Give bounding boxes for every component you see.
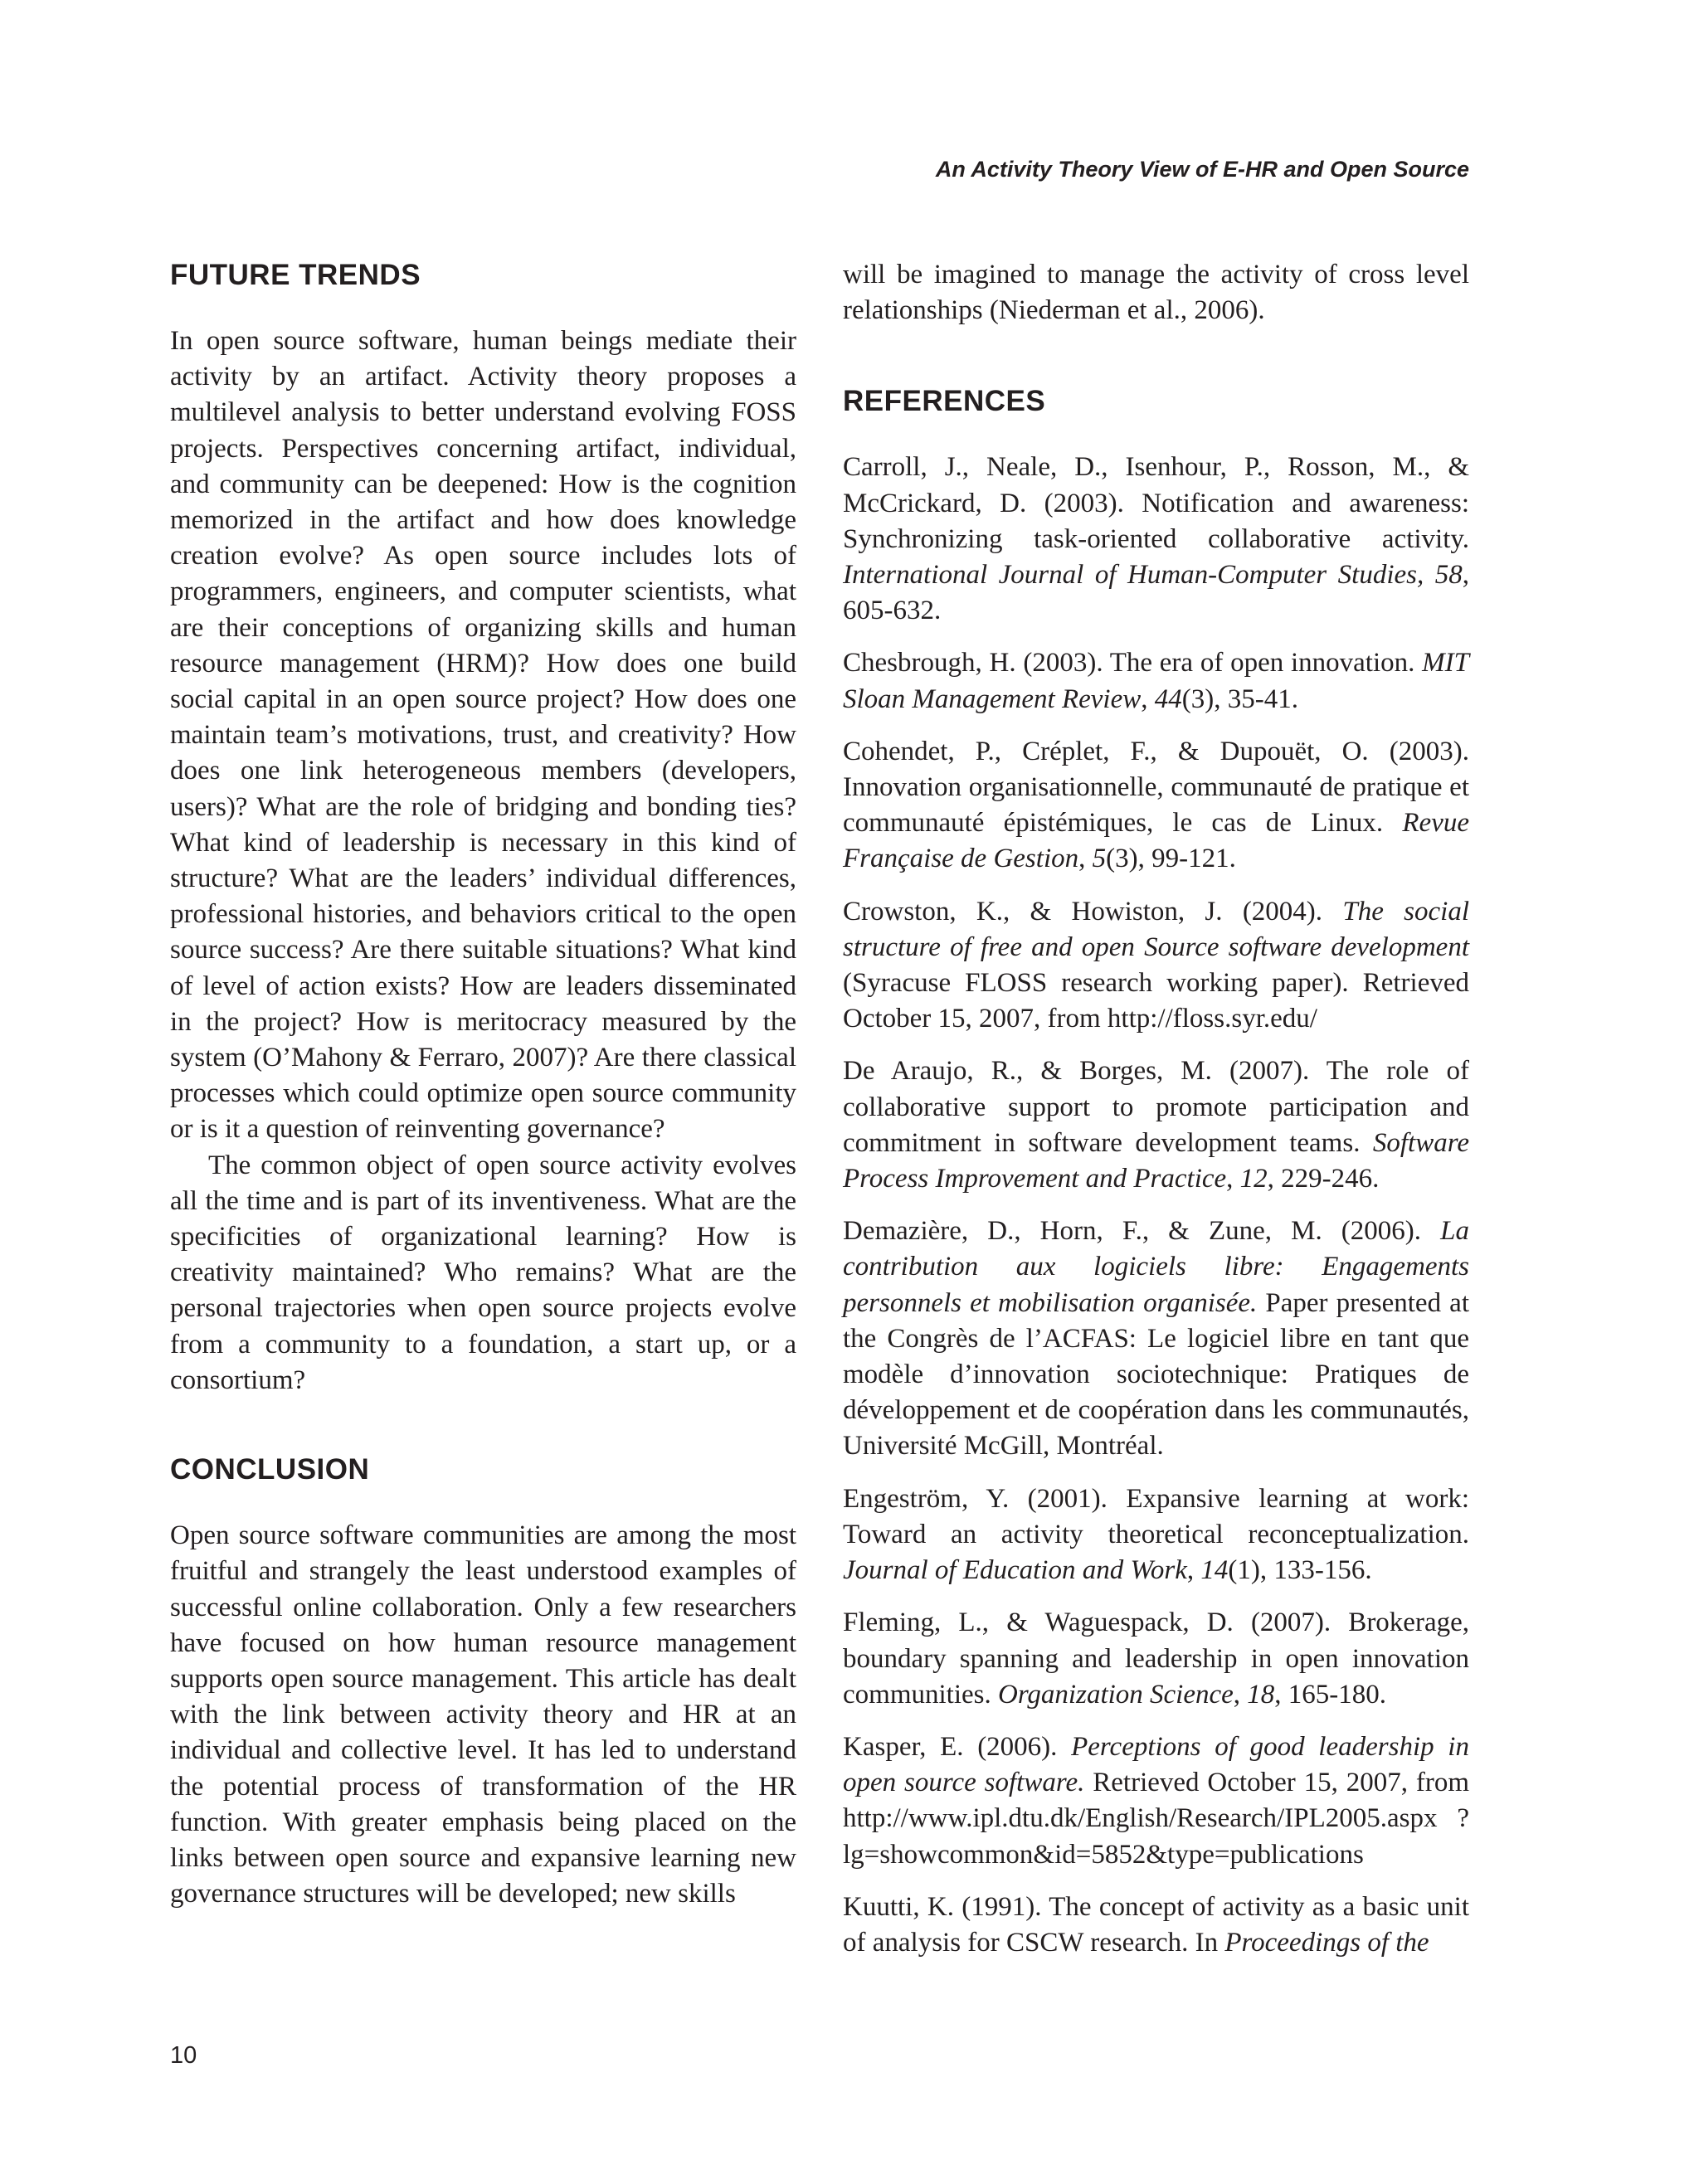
reference-list xyxy=(843,450,1469,1961)
reference-text: De Araujo, R., & Borges, M. (2007). The role of collaborative support to promote participation and commitment in software development teams. xyxy=(843,1056,1469,1158)
reference-journal: MIT Sloan Management Review xyxy=(843,648,1469,714)
reference-fleming-2007 xyxy=(843,1605,1469,1713)
reference-separator: , xyxy=(1141,683,1155,714)
reference-text: Engeström, Y. (2001). Expansive learning at work: Toward an activity theoretical reconceptualization. xyxy=(843,1483,1469,1549)
reference-text: Kasper, E. (2006). xyxy=(843,1731,1072,1762)
reference-volume: 44 xyxy=(1154,683,1182,714)
reference-separator: , xyxy=(1078,844,1093,874)
reference-kuutti-1991 xyxy=(843,1890,1469,1961)
reference-text: Kuutti, K. (1991). The concept of activity as a basic unit of analysis for CSCW research. In xyxy=(843,1891,1469,1958)
reference-cohendet-2003 xyxy=(843,734,1469,878)
reference-pages: (1), 133-156. xyxy=(1228,1555,1372,1586)
future-trends-paragraph-1: In open source software, human beings mediate their activity by an artifact. Activity theory proposes a multilevel analysis to better understand evolving FOSS projects. Perspectives concerning artifact, individual, and community can be deepened: How is the cognition memorized in the artifact and how does knowledge creation evolve? As open source includes lots of programmers, engineers, and computer scientists, what are their conceptions of organizing skills and human resource management (HRM)? How does one build social capital in an open source project? How does one maintain team’s motivations, trust, and creativity? How does one link heterogeneous members (developers, users)? What are the role of bridging and bonding ties? What kind of leadership is necessary in this kind of structure? What are the leaders’ individual differences, professional histories, and behaviors critical to the open source success? Are there suitable situations? What kind of level of action exists? How are leaders disseminated in the project? How is meritocracy measured by the system (O’Mahony & Ferraro, 2007)? Are there classical processes which could optimize open source community or is it a question of reinventing governance? xyxy=(170,326,796,1145)
reference-volume: 18 xyxy=(1247,1679,1275,1710)
page-number: 10 xyxy=(170,2042,197,2069)
reference-source: Paper presented at the Congrès de l’ACFAS: Le logiciel libre en tant que modèle d’innovation sociotechnique: Pratiques de développement et de coopération dans les communautés, Université McGill, Montréal. xyxy=(843,1287,1469,1462)
conclusion-paragraph-continued: will be imagined to manage the activity of cross level relationships (Niederman et al., 2006). xyxy=(843,260,1469,326)
reference-volume: 5 xyxy=(1092,844,1107,874)
reference-pages: (3), 35-41. xyxy=(1181,683,1298,714)
reference-text: Fleming, L., & Waguespack, D. (2007). Brokerage, boundary spanning and leadership in open innovation communities. xyxy=(843,1608,1469,1710)
references-heading: REFERENCES xyxy=(843,385,1046,418)
reference-dearaujo-2007 xyxy=(843,1053,1469,1197)
reference-journal: International Journal of Human-Computer Studies, 58 xyxy=(843,560,1463,591)
reference-demaziere-2006 xyxy=(843,1214,1469,1464)
reference-journal: Revue Française de Gestion xyxy=(843,808,1469,874)
reference-proceedings: Proceedings of the xyxy=(1224,1927,1429,1958)
reference-text: Carroll, J., Neale, D., Isenhour, P., Rosson, M., & McCrickard, D. (2003). Notification and awareness: Synchronizing task-oriented collaborative activity. xyxy=(843,452,1469,554)
reference-crowston-2004 xyxy=(843,894,1469,1038)
reference-source: (Syracuse FLOSS research working paper). Retrieved October 15, 2007, from http://floss.syr.edu/ xyxy=(843,968,1469,1034)
reference-chesbrough-2003 xyxy=(843,645,1469,717)
reference-volume: 14 xyxy=(1200,1555,1229,1586)
reference-pages: , 605-632. xyxy=(843,560,1469,626)
reference-journal: Journal of Education and Work xyxy=(843,1555,1187,1586)
reference-engestrom-2001 xyxy=(843,1481,1469,1589)
reference-pages: (3), 99-121. xyxy=(1106,844,1236,874)
reference-journal: Software Process Improvement and Practice xyxy=(843,1127,1469,1194)
reference-volume: 12 xyxy=(1239,1164,1268,1194)
reference-pages: , 165-180. xyxy=(1274,1679,1387,1710)
reference-title: Perceptions of good leadership in open source software. xyxy=(843,1731,1469,1798)
future-trends-heading: FUTURE TRENDS xyxy=(170,259,421,291)
reference-separator: , xyxy=(1186,1555,1201,1586)
reference-text: Crowston, K., & Howiston, J. (2004). xyxy=(843,896,1343,927)
future-trends-paragraph-2: The common object of open source activity evolves all the time and is part of its inventiveness. What are the specificities of organizational learning? How is creativity maintained? Who remains? What are the personal trajectories when open source projects evolve from a community to a foundation, a start up, or a consortium? xyxy=(170,1150,796,1395)
reference-source: Retrieved October 15, 2007, from http://www.ipl.dtu.dk/English/Research/IPL2005.aspx ?lg=showcommon&id=5852&type=publications xyxy=(843,1768,1469,1870)
reference-separator: , xyxy=(1226,1164,1240,1194)
reference-pages: , 229-246. xyxy=(1267,1164,1380,1194)
reference-carroll-2003 xyxy=(843,450,1469,629)
reference-text: Demazière, D., Horn, F., & Zune, M. (2006). xyxy=(843,1216,1441,1247)
reference-separator: , xyxy=(1233,1679,1248,1710)
reference-title: La contribution aux logiciels libre: Engagements personnels et mobilisation organisée. xyxy=(843,1216,1469,1318)
conclusion-paragraph: Open source software communities are among the most fruitful and strangely the least understood examples of successful online collaboration. Only a few researchers have focused on how human resource management supports open source management. This article has dealt with the link between activity theory and HR at an individual and collective level. It has led to understand the potential process of transformation of the HR function. With greater emphasis being placed on the links between open source and expansive learning new governance structures will be developed; new skills xyxy=(170,1520,796,1909)
left-column xyxy=(170,257,796,1912)
reference-text: Cohendet, P., Créplet, F., & Dupouët, O. (2003). Innovation organisationnelle, communauté de pratique et communauté épistémiques, le cas de Linux. xyxy=(843,736,1469,839)
reference-text: Chesbrough, H. (2003). The era of open innovation. xyxy=(843,648,1423,679)
right-column xyxy=(843,257,1469,1977)
reference-title: The social structure of free and open Source software development xyxy=(843,896,1469,962)
reference-kasper-2006 xyxy=(843,1729,1469,1873)
conclusion-heading: CONCLUSION xyxy=(170,1453,370,1486)
running-head: An Activity Theory View of E-HR and Open Source xyxy=(935,157,1469,182)
reference-journal: Organization Science xyxy=(997,1679,1234,1710)
